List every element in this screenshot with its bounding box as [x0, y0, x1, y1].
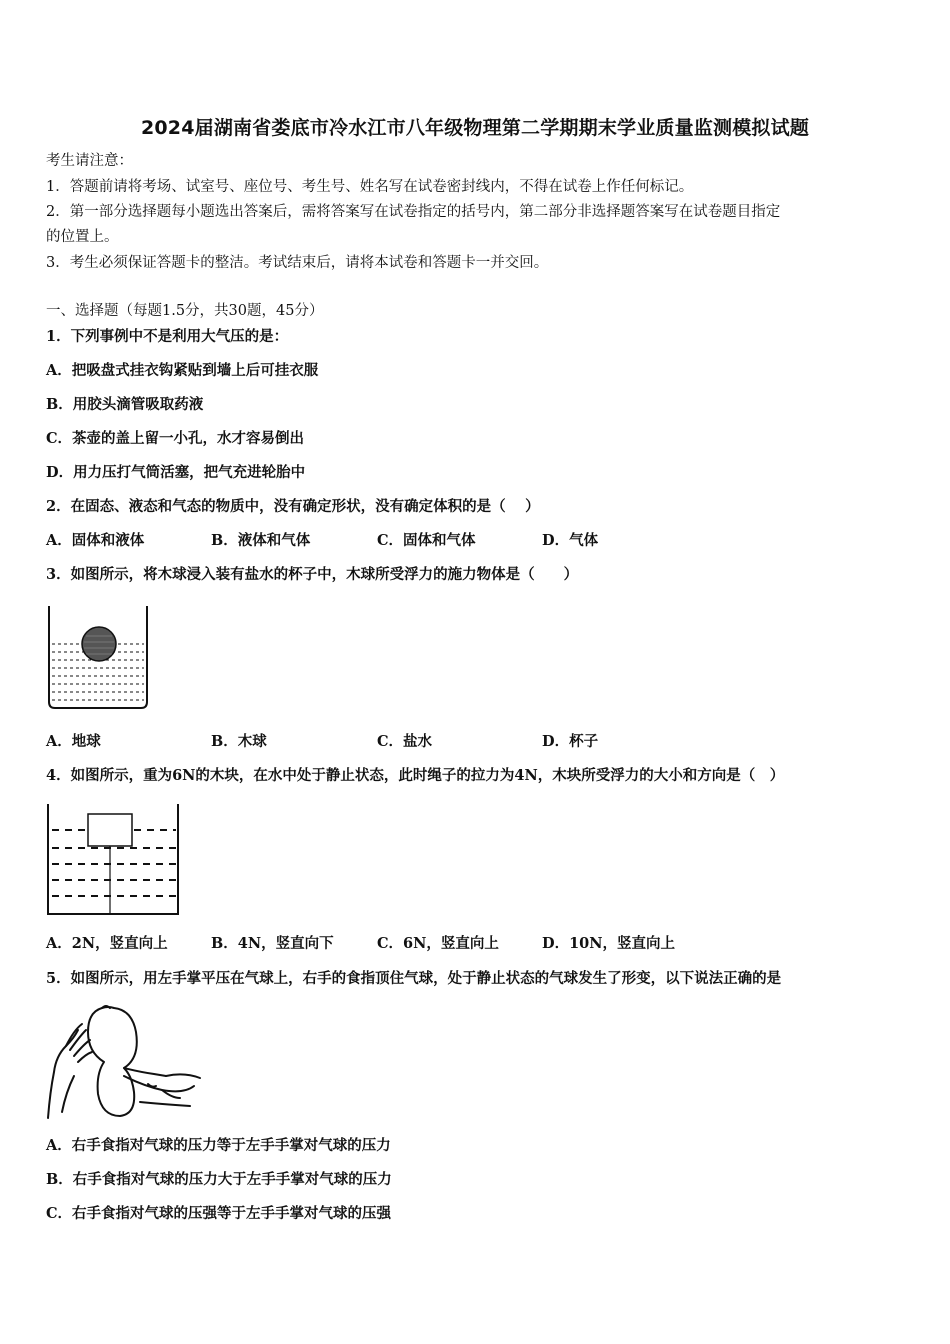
- section-heading: 一、选择题（每题1.5分，共30题，45分）: [46, 303, 324, 319]
- q3-option-c: C．盐水: [377, 733, 433, 750]
- q2-option-a: A．固体和液体: [46, 532, 145, 549]
- q5-stem: 5．如图所示，用左手掌平压在气球上，右手的食指顶住气球，处于静止状态的气球发生了形变，以下说法正确的是: [46, 970, 782, 987]
- q4-option-a: A．2N，竖直向上: [46, 935, 168, 952]
- q3-stem: 3．如图所示，将木球浸入装有盐水的杯子中，木球所受浮力的施力物体是（ ）: [46, 566, 579, 583]
- q2-option-b: B．液体和气体: [211, 532, 311, 549]
- hands-pressing-balloon-figure: [44, 1002, 204, 1122]
- q1-stem: 1．下列事例中不是利用大气压的是：: [46, 328, 289, 345]
- q4-option-d: D．10N，竖直向上: [542, 935, 676, 952]
- q5-option-c: C．右手食指对气球的压强等于左手手掌对气球的压强: [46, 1205, 392, 1222]
- notice-heading: 考生请注意：: [46, 153, 133, 169]
- q2-option-d: D．气体: [542, 532, 599, 549]
- q2-stem: 2．在固态、液态和气态的物质中，没有确定形状，没有确定体积的是（ ）: [46, 498, 540, 515]
- q3-option-d: D．杯子: [542, 733, 599, 750]
- q1-option-a: A．把吸盘式挂衣钩紧贴到墙上后可挂衣服: [46, 362, 319, 379]
- q1-option-b: B．用胶头滴管吸取药液: [46, 396, 204, 413]
- q2-option-c: C．固体和气体: [377, 532, 476, 549]
- q3-option-a: A．地球: [46, 733, 101, 750]
- q5-option-a: A．右手食指对气球的压力等于左手手掌对气球的压力: [46, 1137, 391, 1154]
- q4-stem: 4．如图所示，重为6N的木块，在水中处于静止状态，此时绳子的拉力为4N，木块所受浮力的大小和方向是（ ）: [46, 767, 785, 784]
- q4-option-c: C．6N，竖直向上: [377, 935, 499, 952]
- notice-item: 的位置上。: [46, 229, 119, 245]
- exam-title: 2024届湖南省娄底市冷水江市八年级物理第二学期期末学业质量监测模拟试题: [140, 117, 810, 139]
- q4-option-b: B．4N，竖直向下: [211, 935, 334, 952]
- notice-item: 1．答题前请将考场、试室号、座位号、考生号、姓名写在试卷密封线内，不得在试卷上作任何标记。: [46, 179, 694, 195]
- q1-option-d: D．用力压打气筒活塞，把气充进轮胎中: [46, 464, 306, 481]
- q3-option-b: B．木球: [211, 733, 267, 750]
- q1-option-c: C．茶壶的盖上留一小孔，水才容易倒出: [46, 430, 305, 447]
- notice-item: 2．第一部分选择题每小题选出答案后，需将答案写在试卷指定的括号内，第二部分非选择题答案写在试卷题目指定: [46, 204, 781, 220]
- tank-with-tethered-block-figure: [46, 802, 182, 918]
- q5-option-b: B．右手食指对气球的压力大于左手手掌对气球的压力: [46, 1171, 392, 1188]
- notice-item: 3．考生必须保证答题卡的整洁。考试结束后，请将本试卷和答题卡一并交回。: [46, 255, 549, 271]
- beaker-with-wood-ball-figure: [46, 604, 150, 710]
